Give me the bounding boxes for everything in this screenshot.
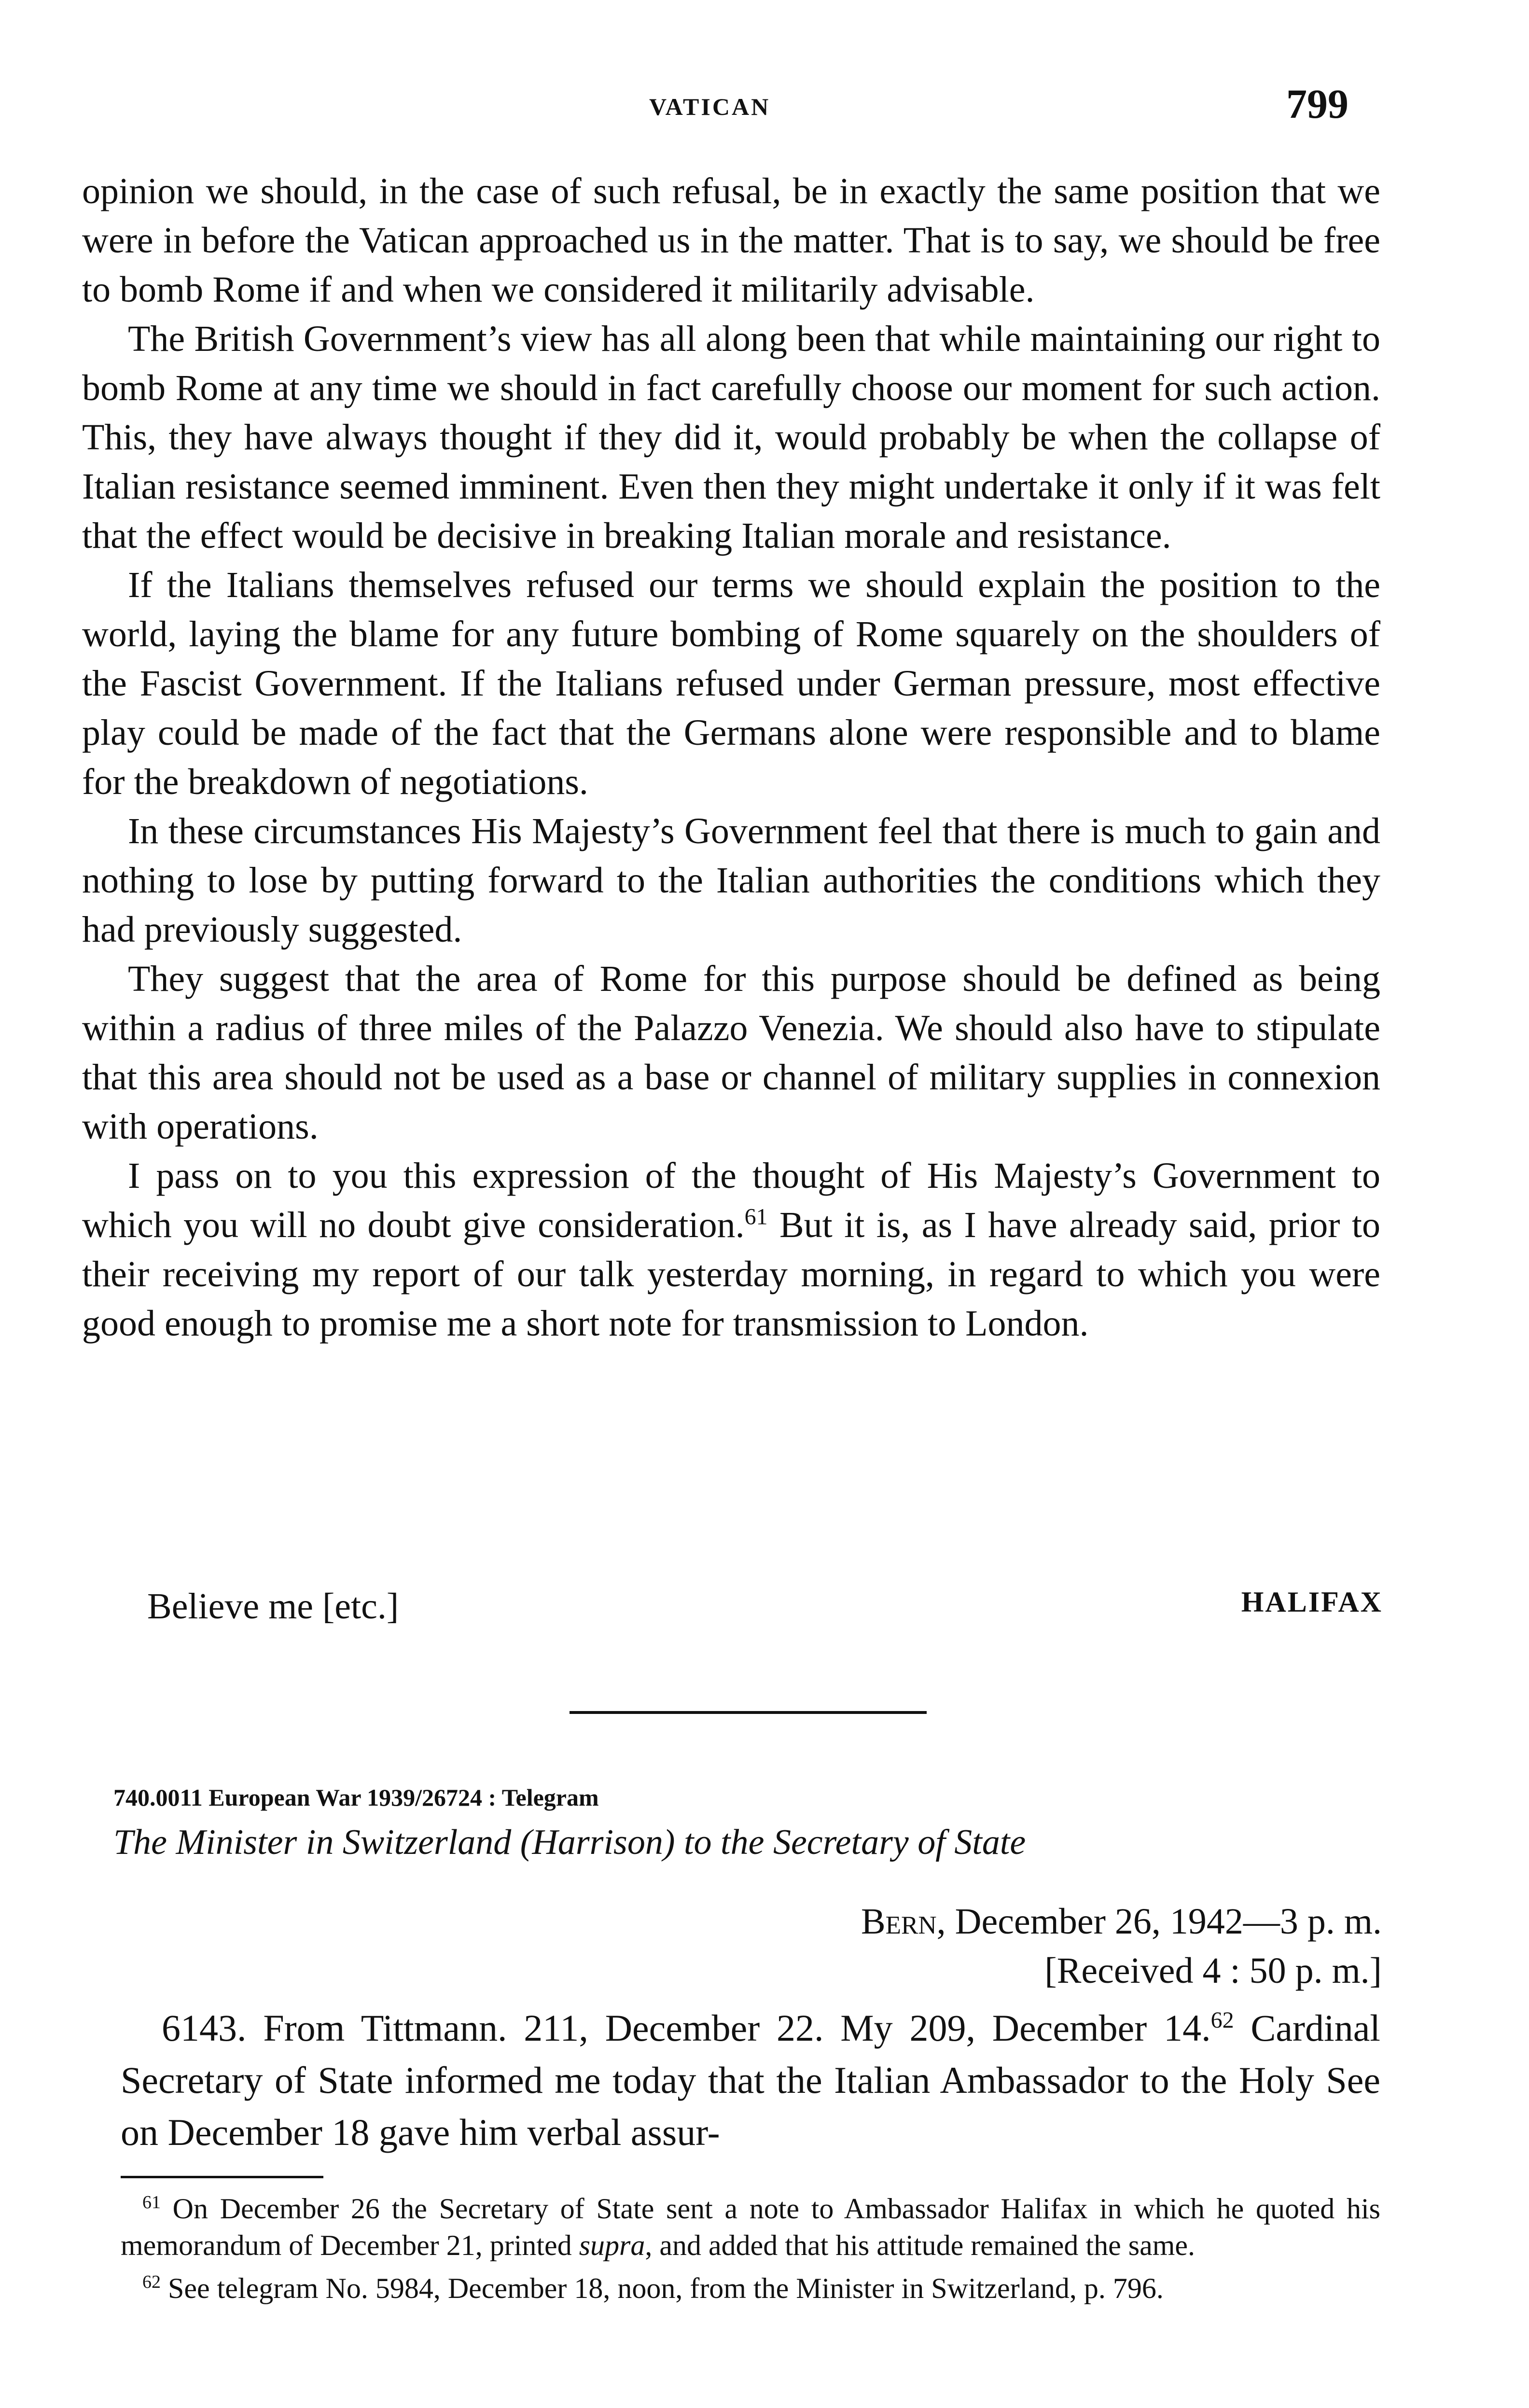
telegram-paragraph xyxy=(121,2002,1380,2158)
footnote-rule xyxy=(121,2176,323,2178)
telegram-text: Cardinal Secretary of State informed me today that the Italian Ambassador to the Holy See on December 18 gave him verbal assur- xyxy=(121,2007,1380,2153)
footnote-number: 61 xyxy=(142,2192,161,2213)
letter-paragraph: If the Italians themselves refused our terms we should explain the position to the world, laying the blame for any future bombing of Rome squarely on the shoulders of the Fascist Government. If the Italians refused under German pressure, most effective play could be made of the fact that the Germans alone were responsible and to blame for the breakdown of negotiations. xyxy=(82,565,1380,802)
letter-paragraph: In these circumstances His Majesty’s Government feel that there is much to gain and nothing to lose by putting forward to the Italian authorities the conditions which they had previously suggested. xyxy=(82,811,1380,950)
footnote xyxy=(121,2264,1380,2307)
received-time: [Received 4 : 50 p. m.] xyxy=(1044,1950,1382,1991)
footnote-italic: supra xyxy=(579,2229,645,2261)
file-reference: 740.0011 European War 1939/26724 : Telegram xyxy=(113,1784,599,1811)
document-heading: The Minister in Switzerland (Harrison) to the Secretary of State xyxy=(113,1823,1026,1862)
signer: HALIFAX xyxy=(1241,1586,1383,1618)
letter-body xyxy=(82,167,1380,1348)
footnote-text: See telegram No. 5984, December 18, noon, from the Minister in Switzerland, p. 796. xyxy=(161,2272,1164,2304)
footnote-ref-61: 61 xyxy=(744,1204,768,1230)
letter-text: I pass on to you this expression of the thought of His Majesty’s Government to which you will no doubt give consideration. xyxy=(82,1155,1380,1245)
closing: Believe me [etc.] xyxy=(147,1586,399,1627)
letter-paragraph: opinion we should, in the case of such refusal, be in exactly the same position that we were in before the Vatican approached us in the matter. That is to say, we should be free to bomb Rome if and when we considered it militarily advisable. xyxy=(82,171,1380,310)
telegram-body xyxy=(121,2002,1380,2158)
footnotes xyxy=(121,2184,1380,2307)
section-rule xyxy=(570,1711,927,1714)
letter-paragraph: The British Government’s view has all along been that while maintaining our right to bomb Rome at any time we should in fact carefully choose our moment for such action. This, they have always thought if they did it, would probably be when the collapse of Italian resistance seemed imminent. Even then they might undertake it only if it was felt that the effect would be decisive in breaking Italian morale and resistance. xyxy=(82,319,1380,556)
dateline-place: Bern xyxy=(861,1901,937,1942)
footnote-ref-62: 62 xyxy=(1210,2007,1234,2033)
footnote-text: , and added that his attitude remained the same. xyxy=(645,2229,1195,2261)
telegram-text: 6143. From Tittmann. 211, December 22. My 209, December 14. xyxy=(162,2007,1211,2049)
letter-text: But it is, as I have already said, prior to their receiving my report of our talk yesterday morning, in regard to which you were good enough to promise me a short note for transmission to London. xyxy=(82,1205,1381,1344)
dateline-date: , December 26, 1942—3 p. m. xyxy=(936,1901,1382,1942)
page-number: 799 xyxy=(1286,81,1348,127)
footnote-text: On December 26 the Secretary of State sent a note to Ambassador Halifax in which he quoted his memorandum of December 21, printed xyxy=(121,2193,1380,2261)
dateline xyxy=(861,1897,1382,1995)
letter-paragraph-final xyxy=(82,1151,1380,1348)
letter-paragraph: They suggest that the area of Rome for this purpose should be defined as being within a radius of three miles of the Palazzo Venezia. We should also have to stipulate that this area should not be used as a base or channel of military supplies in connexion with operations. xyxy=(82,959,1380,1147)
footnote xyxy=(121,2184,1380,2264)
footnote-number: 62 xyxy=(142,2272,161,2292)
running-head: VATICAN xyxy=(649,93,771,120)
